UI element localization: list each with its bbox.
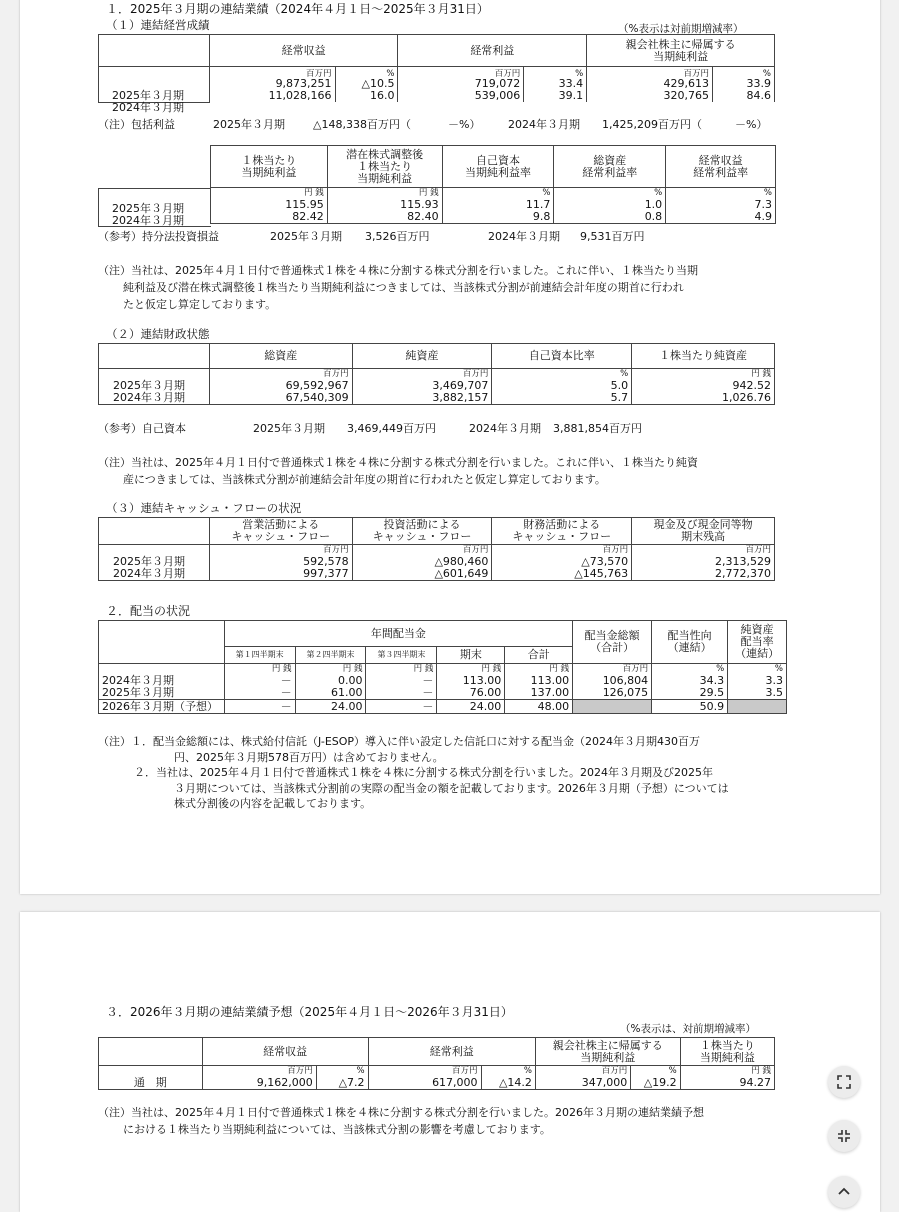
table-cell: % 3.3 3.5: [728, 664, 787, 700]
table-cell: 総資産 経常利益率: [554, 146, 666, 188]
table-cell: 百万円 △980,460 △601,649: [352, 545, 492, 581]
text-line: （注）当社は、2025年４月１日付で普通株式１株を４株に分割する株式分割を行いました。これに伴い、１株当たり純資: [98, 456, 698, 469]
table-cell: 経常収益 経常利益率: [666, 146, 776, 188]
table-cell: 2026年３月期（予想）: [99, 700, 225, 714]
table-cell: 50.9: [652, 700, 728, 714]
table-cell: 百万円 719,072 539,006: [398, 67, 524, 103]
table-cell: 第３四半期末: [366, 647, 437, 664]
text-line: 2024年３月期: [112, 214, 184, 227]
table-cell: 24.00: [437, 700, 505, 714]
table-cell: 24.00: [295, 700, 366, 714]
text-line: 2025年３月期: [253, 422, 325, 435]
table-cell: 百万円 617,000: [368, 1066, 481, 1090]
col-revenue: 経常収益: [209, 35, 398, 67]
table-cell: 第２四半期末: [295, 647, 366, 664]
table-cell: 配当金総額 （合計）: [573, 621, 652, 664]
text-line: 2025年３月期: [213, 118, 285, 131]
table-cell: % △10.5 16.0: [335, 67, 398, 103]
scroll-top-button[interactable]: [828, 1176, 860, 1208]
table-cell: 純資産: [352, 344, 492, 369]
section2-title: ２．配当の状況: [106, 604, 191, 618]
table-cell: 百万円 3,469,707 3,882,157: [352, 369, 492, 405]
table-cell: 自己資本比率: [492, 344, 632, 369]
text-line: 2025年３月期: [112, 202, 184, 215]
table-cell: % △7.2: [316, 1066, 368, 1090]
section1-sub2: （２）連結財政状態: [106, 327, 210, 341]
table-cell: 経常利益: [368, 1038, 535, 1066]
table-cell: 財務活動による キャッシュ・フロー: [492, 518, 632, 545]
table-cell: 現金及び現金同等物 期末残高: [632, 518, 775, 545]
table-cell: % 5.0 5.7: [492, 369, 632, 405]
col-ordinary-profit: 経常利益: [398, 35, 587, 67]
row-label: 2024年３月期: [112, 101, 184, 114]
table-cell: 円 銭 115.95 82.42: [211, 188, 328, 224]
table-cell: 純資産 配当率 （連結）: [728, 621, 787, 664]
text-line: における１株当たり当期純利益については、当該株式分割の影響を考慮しております。: [123, 1123, 551, 1136]
text-line: 純利益及び潜在株式調整後１株当たり当期純利益につきましては、当該株式分割が前連結会計年度の期首に行われ: [123, 281, 684, 294]
scroll-top-icon: [837, 1185, 851, 1199]
table-cell: 総資産: [209, 344, 352, 369]
table-cell: 2025年３月期 2024年３月期: [99, 545, 210, 581]
table-dividends: [98, 620, 787, 714]
table-cell: [728, 700, 787, 714]
text-line: △148,338百万円（: [313, 118, 411, 131]
table-cell: 円 銭 942.52 1,026.76: [632, 369, 775, 405]
text-line: （注）包括利益: [98, 118, 175, 131]
text-line: －%）: [448, 118, 481, 131]
table-cell: 通 期: [99, 1066, 203, 1090]
table-cell: 百万円 592,578 997,377: [209, 545, 352, 581]
table-cell: [99, 1038, 203, 1066]
note-stock-split: （注）当社は、2025年４月１日付で普通株式１株を４株に分割する株式分割を行いました。これに伴い、１株当たり当期: [98, 264, 698, 277]
document-page-2: [20, 912, 880, 1212]
table-cell: 円 銭 0.00 61.00: [295, 664, 366, 700]
table-per-share: [210, 145, 776, 224]
table-cell: １株当たり 当期純利益: [211, 146, 328, 188]
table-cell: 円 銭 － －: [366, 664, 437, 700]
table-cell: 自己資本 当期純利益率: [442, 146, 554, 188]
table-cell: 親会社株主に帰属する 当期純利益: [535, 1038, 680, 1066]
table-cell: [573, 700, 652, 714]
forecast-note: （注）当社は、2025年４月１日付で普通株式１株を４株に分割する株式分割を行いました。2026年３月期の連結業績予想: [98, 1106, 704, 1119]
table-cell: 円 銭 113.00 137.00: [505, 664, 573, 700]
text-line: たと仮定し算定しております。: [123, 298, 277, 311]
table-cell: 百万円 2,313,529 2,772,370: [632, 545, 775, 581]
table-cash-flow: [98, 517, 775, 581]
text-line: （%表示は、対前期増減率）: [620, 1023, 756, 1035]
table-cell: －: [366, 700, 437, 714]
text-line: 株式分割後の内容を記載しております。: [174, 797, 372, 810]
table-cell: 百万円 9,873,251 11,028,166: [209, 67, 335, 103]
text-line: （参考）自己資本: [98, 422, 186, 435]
table-cell: % △19.2: [631, 1066, 680, 1090]
table-cell: 期末: [437, 647, 505, 664]
table-cell: －: [224, 700, 295, 714]
table-cell: % 11.7 9.8: [442, 188, 554, 224]
table-cell: % 1.0 0.8: [554, 188, 666, 224]
table-cell: % 33.4 39.1: [524, 67, 587, 103]
table-cell: 百万円 429,613 320,765: [587, 67, 713, 103]
text-line: 3,881,854百万円: [553, 422, 642, 435]
table-forecast: [98, 1037, 775, 1090]
table-cell: [99, 35, 210, 67]
document-page-1: [20, 0, 880, 894]
text-line: －%）: [735, 118, 768, 131]
text-line: 産につきましては、当該株式分割が前連結会計年度の期首に行われたと仮定し算定しております。: [123, 473, 606, 486]
dividend-note-2: ２．当社は、2025年４月１日付で普通株式１株を４株に分割する株式分割を行いました。2024年３月期及び2025年: [134, 766, 713, 779]
table-cell: % 7.3 4.9: [666, 188, 776, 224]
table-cell: 経常収益: [202, 1038, 368, 1066]
table-cell: 潜在株式調整後 １株当たり 当期純利益: [327, 146, 442, 188]
table-cell: 百万円 69,592,967 67,540,309: [209, 369, 352, 405]
table-cell: 投資活動による キャッシュ・フロー: [352, 518, 492, 545]
table-cell: 百万円 9,162,000: [202, 1066, 316, 1090]
row-label: 2025年３月期: [112, 89, 184, 102]
table-operating-results: [98, 34, 775, 103]
dividend-note-1: （注）１．配当金総額には、株式給付信託（J-ESOP）導入に伴い設定した信託口に対する配当金（2024年３月期430百万: [98, 735, 701, 748]
table-cell: 円 銭 94.27: [680, 1066, 774, 1090]
collapse-icon: [837, 1129, 851, 1143]
table-cell: [99, 344, 210, 369]
col-net-income: 親会社株主に帰属する 当期純利益: [587, 35, 775, 67]
table-cell: 2025年３月期 2024年３月期: [99, 369, 210, 405]
pct-note: （%表示は対前期増減率）: [618, 23, 744, 35]
table-cell: 第１四半期末: [224, 647, 295, 664]
section3-title: ３．2026年３月期の連結業績予想（2025年４月１日～2026年３月31日）: [106, 1005, 513, 1019]
section1-title: １．2025年３月期の連結業績（2024年４月１日～2025年３月31日）: [106, 2, 489, 16]
text-line: 1,425,209百万円（: [602, 118, 702, 131]
table-cell: 百万円 106,804 126,075: [573, 664, 652, 700]
section1-sub3: （３）連結キャッシュ・フローの状況: [106, 501, 302, 515]
table-cell: 百万円 △73,570 △145,763: [492, 545, 632, 581]
table-cell: [99, 621, 225, 664]
text-line: 3,469,449百万円: [347, 422, 436, 435]
section1-sub1: （１）連結経営成績: [106, 18, 210, 32]
text-line: （参考）持分法投資損益: [98, 230, 219, 243]
table-cell: １株当たり 当期純利益: [680, 1038, 774, 1066]
text-line: 円、2025年３月期578百万円）は含めておりません。: [174, 751, 444, 764]
table-cell: 配当性向 （連結）: [652, 621, 728, 664]
table-cell: 48.00: [505, 700, 573, 714]
table-cell: 合計: [505, 647, 573, 664]
table-cell: % △14.2: [481, 1066, 535, 1090]
table-cell: 円 銭 115.93 82.40: [327, 188, 442, 224]
text-line: ３月期については、当該株式分割前の実際の配当金の額を記載しております。2026年３月期（予想）については: [174, 782, 729, 795]
text-line: 3,526百万円: [365, 230, 430, 243]
table-cell: 2024年３月期 2025年３月期: [99, 664, 225, 700]
collapse-button[interactable]: [828, 1120, 860, 1152]
table-cell: 営業活動による キャッシュ・フロー: [209, 518, 352, 545]
table-cell: １株当たり純資産: [632, 344, 775, 369]
table-cell: % 34.3 29.5: [652, 664, 728, 700]
expand-button[interactable]: [828, 1066, 860, 1098]
table-cell: 円 銭 － －: [224, 664, 295, 700]
annual-dividend-header: 年間配当金: [224, 621, 573, 647]
text-line: 2024年３月期: [508, 118, 580, 131]
text-line: 9,531百万円: [580, 230, 645, 243]
table-cell: 百万円 347,000: [535, 1066, 630, 1090]
text-line: 2024年３月期: [488, 230, 560, 243]
text-line: 2024年３月期: [469, 422, 541, 435]
text-line: 2025年３月期: [270, 230, 342, 243]
table-cell: [99, 518, 210, 545]
table-cell: 円 銭 113.00 76.00: [437, 664, 505, 700]
table-cell: % 33.9 84.6: [713, 67, 775, 103]
expand-icon: [837, 1075, 851, 1089]
table-financial-position: [98, 343, 775, 405]
